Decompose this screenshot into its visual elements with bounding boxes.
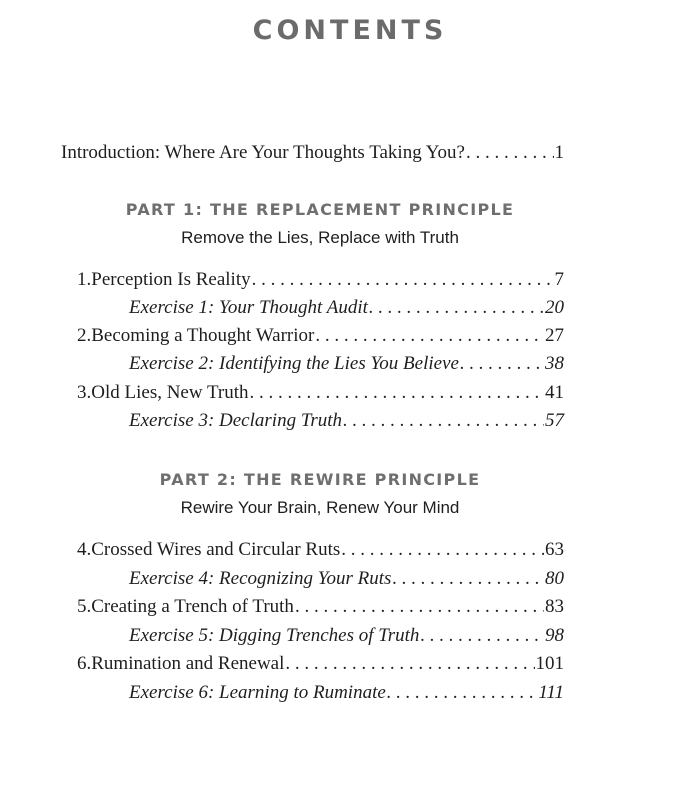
entry-page: 80 <box>545 568 564 589</box>
chapter-number: 6. <box>77 653 92 674</box>
chapter-number: 5. <box>77 596 92 617</box>
contents-title: CONTENTS <box>252 15 448 46</box>
toc-exercise-5[interactable] <box>129 624 564 648</box>
toc-chapter-1[interactable] <box>77 268 564 292</box>
entry-page: 57 <box>545 410 564 431</box>
dot-leader <box>369 296 544 320</box>
toc-entry-introduction[interactable] <box>61 141 564 165</box>
entry-label: Perception Is Reality <box>91 269 251 290</box>
chapter-number: 1. <box>77 269 92 290</box>
toc-exercise-2[interactable] <box>129 352 564 376</box>
toc-chapter-5[interactable] <box>77 595 564 619</box>
dot-leader <box>252 268 554 292</box>
part-2-subtitle: Rewire Your Brain, Renew Your Mind <box>180 498 460 517</box>
entry-page: 20 <box>545 297 564 318</box>
toc-chapter-4[interactable] <box>77 538 564 562</box>
entry-page: 98 <box>545 625 564 646</box>
part-2-heading: PART 2: THE REWIRE PRINCIPLE <box>159 470 481 489</box>
dot-leader <box>343 409 544 433</box>
entry-page: 41 <box>545 382 564 403</box>
entry-label: Rumination and Renewal <box>91 653 285 674</box>
entry-label: Exercise 3: Declaring Truth <box>129 410 343 431</box>
dot-leader <box>420 624 544 648</box>
entry-page: 63 <box>545 539 564 560</box>
entry-label: Exercise 6: Learning to Ruminate <box>129 682 386 703</box>
dot-leader <box>392 567 544 591</box>
part-1-heading: PART 1: THE REPLACEMENT PRINCIPLE <box>125 200 515 219</box>
dot-leader <box>460 352 544 376</box>
entry-page: 1 <box>554 142 564 163</box>
dot-leader <box>341 538 544 562</box>
entry-page: 111 <box>538 682 564 703</box>
chapter-number: 3. <box>77 382 92 403</box>
dot-leader <box>295 595 544 619</box>
chapter-number: 4. <box>77 539 92 560</box>
entry-label: Creating a Trench of Truth <box>91 596 294 617</box>
entry-label: Exercise 2: Identifying the Lies You Believe <box>129 353 459 374</box>
toc-exercise-4[interactable] <box>129 567 564 591</box>
entry-label: Exercise 1: Your Thought Audit <box>129 297 368 318</box>
entry-page: 27 <box>545 325 564 346</box>
part-1-subtitle: Remove the Lies, Replace with Truth <box>181 228 459 247</box>
entry-label: Introduction: Where Are Your Thoughts Taking You? <box>61 142 465 163</box>
dot-leader <box>315 324 544 348</box>
toc-exercise-6[interactable] <box>129 681 564 705</box>
entry-label: Exercise 4: Recognizing Your Ruts <box>129 568 392 589</box>
entry-label: Exercise 5: Digging Trenches of Truth <box>129 625 420 646</box>
dot-leader <box>387 681 538 705</box>
dot-leader <box>250 381 544 405</box>
toc-exercise-3[interactable] <box>129 409 564 433</box>
toc-chapter-3[interactable] <box>77 381 564 405</box>
entry-page: 101 <box>535 653 564 674</box>
entry-page: 7 <box>554 269 564 290</box>
entry-label: Becoming a Thought Warrior <box>91 325 315 346</box>
chapter-number: 2. <box>77 325 92 346</box>
entry-label: Crossed Wires and Circular Ruts <box>91 539 341 560</box>
entry-page: 83 <box>545 596 564 617</box>
toc-exercise-1[interactable] <box>129 296 564 320</box>
dot-leader <box>285 652 534 676</box>
toc-chapter-6[interactable] <box>77 652 564 676</box>
dot-leader <box>466 141 554 165</box>
toc-chapter-2[interactable] <box>77 324 564 348</box>
entry-page: 38 <box>545 353 564 374</box>
entry-label: Old Lies, New Truth <box>91 382 249 403</box>
